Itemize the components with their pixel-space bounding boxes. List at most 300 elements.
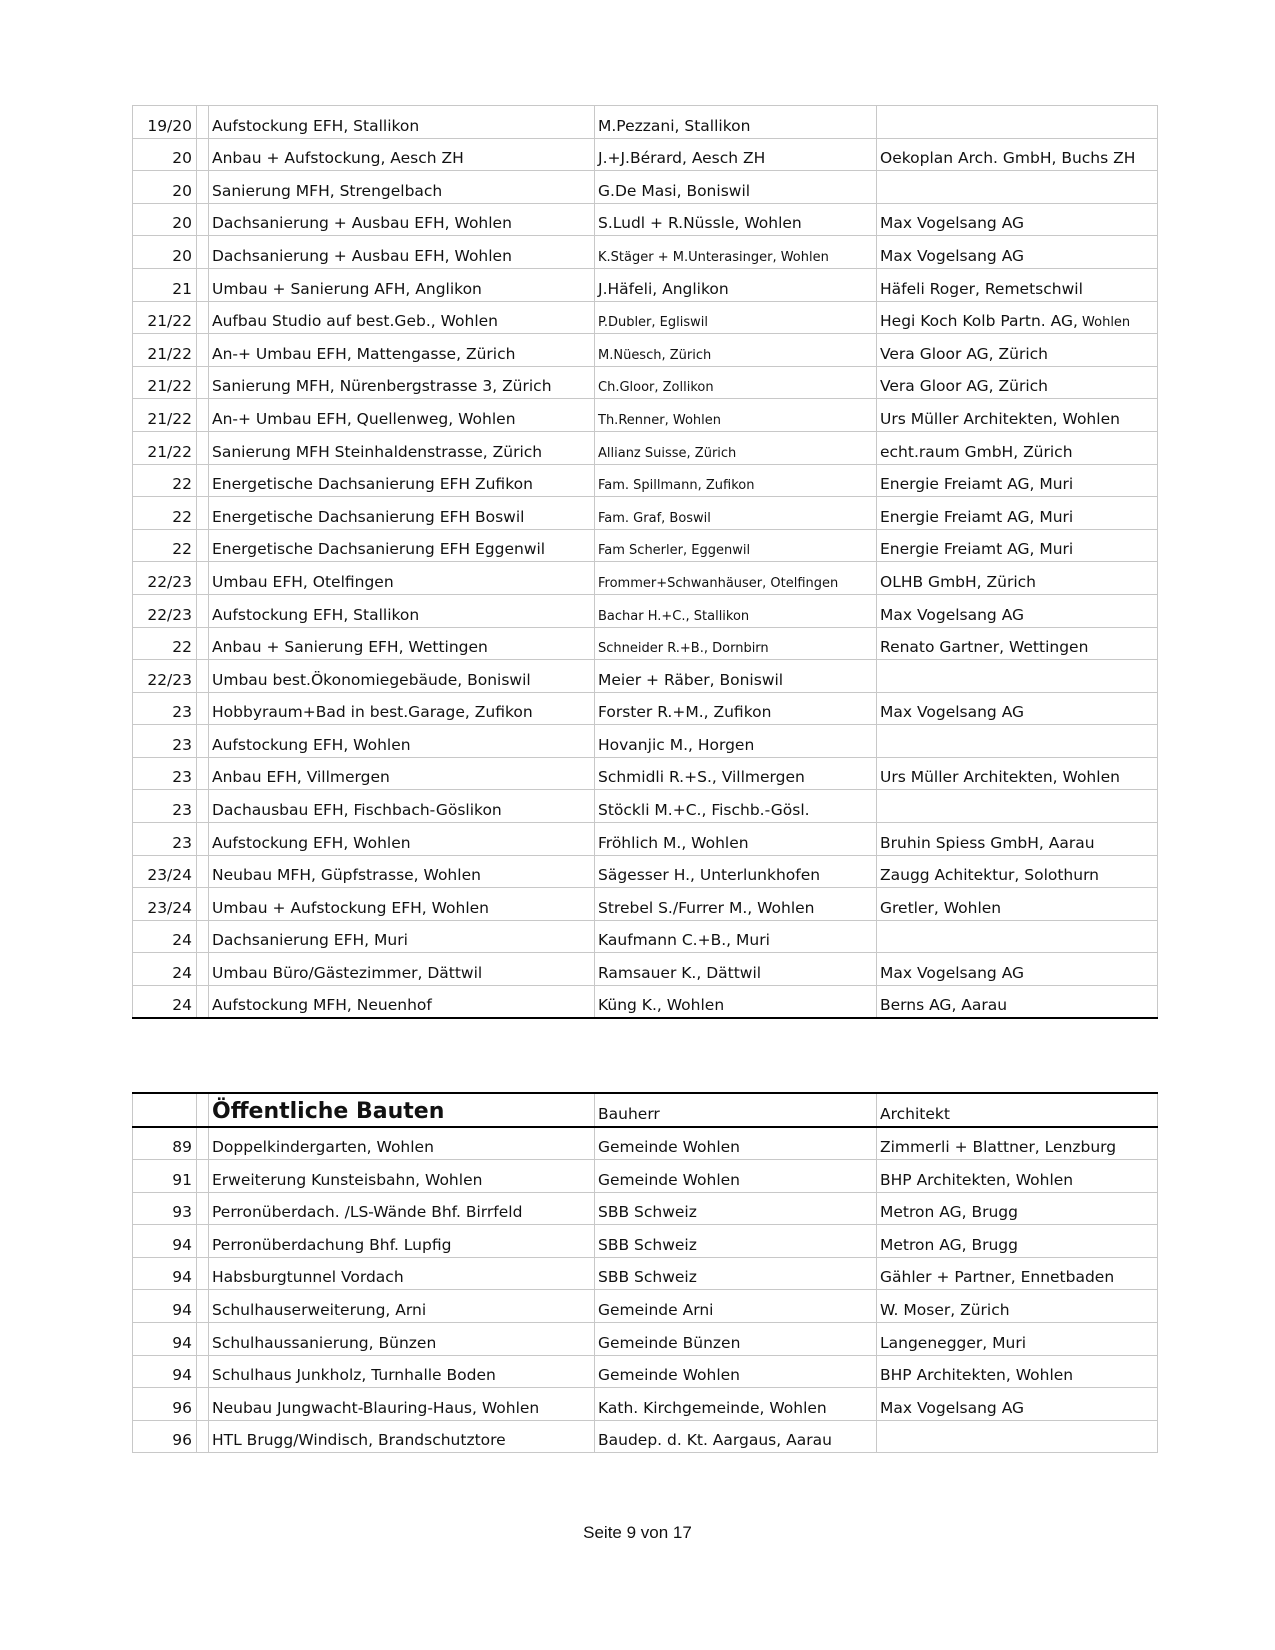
architect-cell (877, 627, 1158, 660)
gap-cell (197, 1420, 209, 1453)
architect-cell (877, 920, 1158, 953)
year-text: 20 (172, 214, 192, 233)
gap-cell (197, 855, 209, 888)
year-cell (133, 106, 197, 139)
architect-text: OLHB GmbH, Zürich (880, 572, 1036, 591)
table-row (133, 366, 1158, 399)
gap-cell (197, 366, 209, 399)
owner-text: Küng K., Wohlen (598, 996, 725, 1015)
architect-cell (877, 106, 1158, 139)
year-cell (133, 366, 197, 399)
owner-cell (595, 1323, 877, 1356)
owner-cell (595, 203, 877, 236)
table-row (133, 203, 1158, 236)
table-row (133, 464, 1158, 497)
project-cell (209, 399, 595, 432)
owner-text: Bachar H.+C., Stallikon (598, 608, 750, 624)
owner-text: Th.Renner, Wohlen (598, 412, 721, 428)
owner-cell (595, 268, 877, 301)
year-text: 23 (172, 833, 192, 852)
table-row (133, 757, 1158, 790)
year-cell (133, 627, 197, 660)
architect-text: Energie Freiamt AG, Muri (880, 475, 1074, 494)
year-text: 94 (172, 1333, 192, 1352)
year-text: 96 (172, 1398, 192, 1417)
project-text: Perronüberdach. /LS-Wände Bhf. Birrfeld (212, 1203, 523, 1222)
architect-text: W. Moser, Zürich (880, 1301, 1010, 1320)
owner-text: Sägesser H., Unterlunkhofen (598, 866, 821, 885)
year-cell (133, 268, 197, 301)
architect-cell (877, 236, 1158, 269)
project-text: Sanierung MFH, Strengelbach (212, 181, 443, 200)
owner-text: M.Nüesch, Zürich (598, 347, 712, 363)
project-cell (209, 138, 595, 171)
architect-text: Gretler, Wohlen (880, 898, 1002, 917)
owner-cell (595, 1257, 877, 1290)
project-cell (209, 1160, 595, 1193)
owner-cell (595, 953, 877, 986)
year-text: 22 (172, 507, 192, 526)
owner-cell (595, 888, 877, 921)
gap-cell (197, 562, 209, 595)
architect-cell (877, 986, 1158, 1019)
architect-cell (877, 497, 1158, 530)
owner-cell (595, 627, 877, 660)
table-row (133, 627, 1158, 660)
table-row (133, 725, 1158, 758)
project-cell (209, 334, 595, 367)
gap-cell (197, 1192, 209, 1225)
table-row (133, 790, 1158, 823)
project-text: Schulhauserweiterung, Arni (212, 1301, 427, 1320)
project-cell (209, 1388, 595, 1421)
year-text: 94 (172, 1366, 192, 1385)
year-cell (133, 855, 197, 888)
year-cell (133, 203, 197, 236)
year-cell (133, 562, 197, 595)
table-row (133, 268, 1158, 301)
year-text: 24 (172, 996, 192, 1015)
owner-column-header: Bauherr (595, 1093, 877, 1127)
architect-cell (877, 464, 1158, 497)
public-buildings-table (132, 1092, 1158, 1453)
table-row (133, 334, 1158, 367)
year-cell (133, 1388, 197, 1421)
owner-text: Fam. Spillmann, Zufikon (598, 478, 755, 494)
owner-text: Ramsauer K., Dättwil (598, 964, 762, 983)
year-cell (133, 692, 197, 725)
project-text: Aufstockung EFH, Stallikon (212, 116, 420, 135)
year-text: 23 (172, 703, 192, 722)
project-cell (209, 757, 595, 790)
year-cell (133, 1225, 197, 1258)
year-text: 21/22 (147, 344, 192, 363)
architect-text: Oekoplan Arch. GmbH, Buchs ZH (880, 149, 1136, 168)
year-text: 23/24 (147, 866, 192, 885)
year-cell (133, 823, 197, 856)
owner-cell (595, 1420, 877, 1453)
architect-text: Max Vogelsang AG (880, 1398, 1025, 1417)
project-text: Anbau + Aufstockung, Aesch ZH (212, 149, 464, 168)
residential-reference-table (132, 105, 1158, 1019)
project-text: Neubau Jungwacht-Blauring-Haus, Wohlen (212, 1398, 540, 1417)
year-cell (133, 1290, 197, 1323)
architect-cell (877, 562, 1158, 595)
year-cell (133, 171, 197, 204)
project-text: Habsburgtunnel Vordach (212, 1268, 404, 1287)
year-cell (133, 1355, 197, 1388)
header-year-cell (133, 1093, 197, 1127)
gap-cell (197, 692, 209, 725)
project-text: An-+ Umbau EFH, Mattengasse, Zürich (212, 344, 516, 363)
gap-cell (197, 920, 209, 953)
table-row (133, 562, 1158, 595)
owner-text: Stöckli M.+C., Fischb.-Gösl. (598, 801, 810, 820)
owner-cell (595, 236, 877, 269)
architect-text: echt.raum GmbH, Zürich (880, 442, 1073, 461)
owner-text: Strebel S./Furrer M., Wohlen (598, 898, 815, 917)
gap-cell (197, 725, 209, 758)
owner-text: SBB Schweiz (598, 1235, 697, 1254)
architect-cell (877, 692, 1158, 725)
page-number: Seite 9 von 17 (583, 1523, 692, 1542)
year-text: 22 (172, 638, 192, 657)
project-cell (209, 464, 595, 497)
table-row (133, 823, 1158, 856)
project-text: Aufstockung EFH, Stallikon (212, 605, 420, 624)
architect-text: Urs Müller Architekten, Wohlen (880, 409, 1120, 428)
architect-cell (877, 366, 1158, 399)
year-cell (133, 497, 197, 530)
owner-cell (595, 1192, 877, 1225)
project-cell (209, 529, 595, 562)
table-row (133, 920, 1158, 953)
project-text: Umbau + Sanierung AFH, Anglikon (212, 279, 482, 298)
project-text: Anbau EFH, Villmergen (212, 768, 390, 787)
project-text: Erweiterung Kunsteisbahn, Wohlen (212, 1170, 483, 1189)
owner-cell (595, 497, 877, 530)
gap-cell (197, 660, 209, 693)
gap-cell (197, 529, 209, 562)
architect-text: Bruhin Spiess GmbH, Aarau (880, 833, 1095, 852)
owner-cell (595, 562, 877, 595)
gap-cell (197, 236, 209, 269)
year-text: 94 (172, 1235, 192, 1254)
year-cell (133, 1420, 197, 1453)
year-text: 21 (172, 279, 192, 298)
owner-cell (595, 823, 877, 856)
architect-cell (877, 334, 1158, 367)
architect-cell (877, 268, 1158, 301)
table-row (133, 594, 1158, 627)
owner-text: J.Häfeli, Anglikon (598, 279, 729, 298)
table-row (133, 660, 1158, 693)
year-cell (133, 594, 197, 627)
table-row (133, 138, 1158, 171)
project-cell (209, 431, 595, 464)
owner-cell (595, 431, 877, 464)
architect-cell (877, 1192, 1158, 1225)
owner-cell (595, 366, 877, 399)
year-cell (133, 529, 197, 562)
project-text: Umbau EFH, Otelfingen (212, 572, 394, 591)
architect-text: Max Vogelsang AG (880, 214, 1025, 233)
owner-cell (595, 399, 877, 432)
gap-cell (197, 1355, 209, 1388)
owner-text: Forster R.+M., Zufikon (598, 703, 772, 722)
year-text: 23 (172, 735, 192, 754)
architect-cell (877, 1323, 1158, 1356)
architect-cell (877, 399, 1158, 432)
table-row (133, 855, 1158, 888)
year-text: 19/20 (147, 116, 192, 135)
year-text: 21/22 (147, 409, 192, 428)
owner-text: Meier + Räber, Boniswil (598, 670, 784, 689)
table-row (133, 953, 1158, 986)
architect-text: Metron AG, Brugg (880, 1203, 1018, 1222)
gap-cell (197, 1290, 209, 1323)
gap-cell (197, 334, 209, 367)
year-cell (133, 236, 197, 269)
gap-cell (197, 1323, 209, 1356)
architect-text: Vera Gloor AG, Zürich (880, 344, 1048, 363)
architect-cell (877, 790, 1158, 823)
owner-cell (595, 660, 877, 693)
architect-cell (877, 1160, 1158, 1193)
year-text: 24 (172, 931, 192, 950)
owner-cell (595, 334, 877, 367)
project-cell (209, 953, 595, 986)
project-cell (209, 725, 595, 758)
owner-text: SBB Schweiz (598, 1203, 697, 1222)
project-cell (209, 1225, 595, 1258)
architect-cell (877, 855, 1158, 888)
project-cell (209, 1323, 595, 1356)
table-row (133, 106, 1158, 139)
project-text: Dachsanierung + Ausbau EFH, Wohlen (212, 246, 512, 265)
architect-cell (877, 888, 1158, 921)
project-cell (209, 171, 595, 204)
table-row (133, 1290, 1158, 1323)
architect-text: Max Vogelsang AG (880, 246, 1025, 265)
project-cell (209, 1355, 595, 1388)
table-row (133, 301, 1158, 334)
owner-text: M.Pezzani, Stallikon (598, 116, 751, 135)
owner-cell (595, 920, 877, 953)
table-row (133, 1127, 1158, 1160)
project-cell (209, 301, 595, 334)
project-cell (209, 986, 595, 1019)
gap-cell (197, 1127, 209, 1160)
year-text: 22/23 (147, 605, 192, 624)
gap-cell (197, 986, 209, 1019)
owner-text: Gemeinde Bünzen (598, 1333, 741, 1352)
year-cell (133, 660, 197, 693)
year-text: 23 (172, 768, 192, 787)
architect-cell (877, 757, 1158, 790)
owner-cell (595, 529, 877, 562)
owner-cell (595, 790, 877, 823)
table-row (133, 1192, 1158, 1225)
architect-text: Energie Freiamt AG, Muri (880, 507, 1074, 526)
year-cell (133, 920, 197, 953)
project-cell (209, 1290, 595, 1323)
project-text: Aufbau Studio auf best.Geb., Wohlen (212, 312, 498, 331)
project-cell (209, 203, 595, 236)
project-cell (209, 920, 595, 953)
project-cell (209, 692, 595, 725)
year-text: 94 (172, 1301, 192, 1320)
year-text: 91 (172, 1170, 192, 1189)
architect-text: Energie Freiamt AG, Muri (880, 540, 1074, 559)
year-cell (133, 725, 197, 758)
year-text: 20 (172, 149, 192, 168)
architect-cell (877, 529, 1158, 562)
project-cell (209, 236, 595, 269)
project-cell (209, 627, 595, 660)
gap-cell (197, 399, 209, 432)
architect-cell (877, 660, 1158, 693)
table-row (133, 529, 1158, 562)
gap-cell (197, 790, 209, 823)
gap-cell (197, 1257, 209, 1290)
header-gap-cell (197, 1093, 209, 1127)
owner-cell (595, 1290, 877, 1323)
table-row (133, 431, 1158, 464)
project-text: Umbau Büro/Gästezimmer, Dättwil (212, 964, 483, 983)
gap-cell (197, 138, 209, 171)
architect-cell (877, 725, 1158, 758)
architect-text: BHP Architekten, Wohlen (880, 1366, 1074, 1385)
gap-cell (197, 953, 209, 986)
owner-text: Schmidli R.+S., Villmergen (598, 768, 805, 787)
gap-cell (197, 268, 209, 301)
owner-text: K.Stäger + M.Unterasinger, Wohlen (598, 249, 829, 265)
year-text: 24 (172, 964, 192, 983)
architect-text: Vera Gloor AG, Zürich (880, 377, 1048, 396)
table-row (133, 1225, 1158, 1258)
owner-cell (595, 757, 877, 790)
project-cell (209, 823, 595, 856)
public-section-header-row (133, 1093, 1158, 1127)
architect-cell (877, 1225, 1158, 1258)
gap-cell (197, 823, 209, 856)
gap-cell (197, 431, 209, 464)
project-text: Doppelkindergarten, Wohlen (212, 1138, 434, 1157)
project-text: Dachsanierung EFH, Muri (212, 931, 408, 950)
year-text: 94 (172, 1268, 192, 1287)
year-cell (133, 986, 197, 1019)
project-cell (209, 855, 595, 888)
year-cell (133, 953, 197, 986)
project-text: Schulhaus Junkholz, Turnhalle Boden (212, 1366, 496, 1385)
year-cell (133, 464, 197, 497)
architect-text: Max Vogelsang AG (880, 964, 1025, 983)
project-text: HTL Brugg/Windisch, Brandschutztore (212, 1431, 506, 1450)
architect-cell (877, 1420, 1158, 1453)
architect-text: Renato Gartner, Wettingen (880, 638, 1089, 657)
gap-cell (197, 757, 209, 790)
project-cell (209, 562, 595, 595)
owner-cell (595, 692, 877, 725)
owner-text: Allianz Suisse, Zürich (598, 445, 737, 461)
project-cell (209, 790, 595, 823)
owner-cell (595, 855, 877, 888)
architect-column-header: Architekt (877, 1093, 1158, 1127)
architect-text: Gähler + Partner, Ennetbaden (880, 1268, 1115, 1287)
project-text: Sanierung MFH Steinhaldenstrasse, Zürich (212, 442, 543, 461)
table-row (133, 1388, 1158, 1421)
architect-cell (877, 1127, 1158, 1160)
architect-cell (877, 953, 1158, 986)
gap-cell (197, 497, 209, 530)
gap-cell (197, 888, 209, 921)
project-cell (209, 1257, 595, 1290)
year-text: 22 (172, 540, 192, 559)
architect-text: Zimmerli + Blattner, Lenzburg (880, 1138, 1117, 1157)
owner-text: Schneider R.+B., Dornbirn (598, 641, 769, 657)
year-text: 21/22 (147, 377, 192, 396)
owner-cell (595, 171, 877, 204)
owner-text: Fröhlich M., Wohlen (598, 833, 749, 852)
project-text: Dachsanierung + Ausbau EFH, Wohlen (212, 214, 512, 233)
project-text: Sanierung MFH, Nürenbergstrasse 3, Zürich (212, 377, 552, 396)
project-cell (209, 594, 595, 627)
table-row (133, 888, 1158, 921)
owner-text: SBB Schweiz (598, 1268, 697, 1287)
architect-cell (877, 1355, 1158, 1388)
owner-text: J.+J.Bérard, Aesch ZH (598, 149, 766, 168)
architect-cell (877, 301, 1158, 334)
project-cell (209, 366, 595, 399)
project-text: Schulhaussanierung, Bünzen (212, 1333, 437, 1352)
year-cell (133, 1257, 197, 1290)
owner-text: Frommer+Schwanhäuser, Otelfingen (598, 575, 839, 591)
gap-cell (197, 203, 209, 236)
project-cell (209, 660, 595, 693)
owner-text: Kath. Kirchgemeinde, Wohlen (598, 1398, 827, 1417)
table-row (133, 1420, 1158, 1453)
year-cell (133, 1160, 197, 1193)
owner-text: P.Dubler, Egliswil (598, 315, 708, 331)
owner-text: Ch.Gloor, Zollikon (598, 380, 714, 396)
year-cell (133, 1323, 197, 1356)
gap-cell (197, 594, 209, 627)
architect-cell (877, 203, 1158, 236)
year-cell (133, 1192, 197, 1225)
year-text: 21/22 (147, 312, 192, 331)
architect-text: Max Vogelsang AG (880, 703, 1025, 722)
table-row (133, 497, 1158, 530)
owner-cell (595, 1355, 877, 1388)
project-cell (209, 1420, 595, 1453)
year-cell (133, 790, 197, 823)
gap-cell (197, 1388, 209, 1421)
year-text: 23/24 (147, 898, 192, 917)
table-row (133, 236, 1158, 269)
year-cell (133, 334, 197, 367)
gap-cell (197, 464, 209, 497)
table-row (133, 171, 1158, 204)
owner-text: Kaufmann C.+B., Muri (598, 931, 770, 950)
architect-cell (877, 1290, 1158, 1323)
owner-cell (595, 1160, 877, 1193)
table-row (133, 986, 1158, 1019)
owner-cell (595, 301, 877, 334)
project-cell (209, 1192, 595, 1225)
architect-text: BHP Architekten, Wohlen (880, 1170, 1074, 1189)
owner-text: Fam. Graf, Boswil (598, 510, 711, 526)
